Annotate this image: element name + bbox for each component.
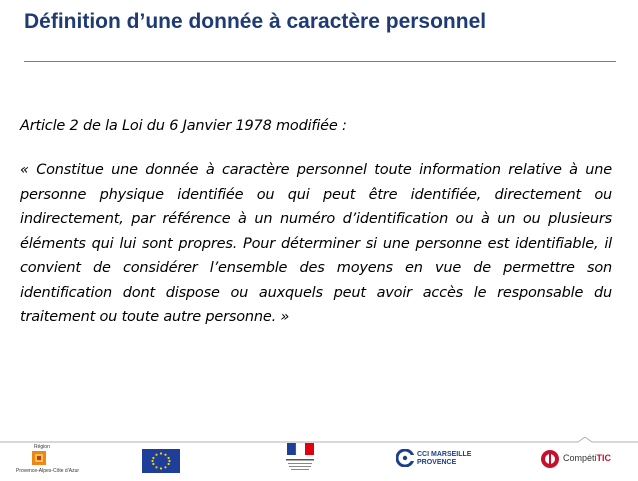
competitic-name [563,453,611,463]
title-divider [24,61,616,62]
region-paca-logo [12,442,80,476]
competitic-name-b: TIC [596,453,612,463]
cci-marseille-provence-logo [396,446,476,472]
republique-francaise-logo [283,442,317,476]
region-logo-bottom-text: Provence-Alpes-Côte d’Azur [16,468,80,474]
competitic-name-a: Compéti [563,453,597,463]
marianne-flag-icon [283,442,317,476]
european-union-logo [142,449,180,473]
cci-logo-line2: PROVENCE [417,459,457,466]
cci-emblem-icon [396,449,414,467]
article-quote: « Constitue une donnée à caractère personnel toute information relative à une personne physique identifiée ou qui peut être identifiée, directement ou indirectement, par référence à un numéro d’identification ou à un ou plusieurs éléments qui lui sont propres. Pour déterminer si une personne est identifiable, il convient de considérer l’ensemble des moyens en vue de permettre son identification dont dispose ou auxquels peut avoir accès le responsable du traitement ou toute autre personne. » [20,162,612,325]
region-logo-top-text: Région [34,444,50,450]
region-emblem-icon [32,451,46,465]
cci-logo-line1: CCI MARSEILLE [417,451,472,458]
article-reference: Article 2 de la Loi du 6 Janvier 1978 modifiée : [20,118,347,134]
competitic-logo [540,446,620,472]
eu-flag-icon [142,449,180,473]
slide-title: Définition d’une donnée à caractère personnel [24,10,487,33]
competitic-emblem-icon [540,449,560,469]
